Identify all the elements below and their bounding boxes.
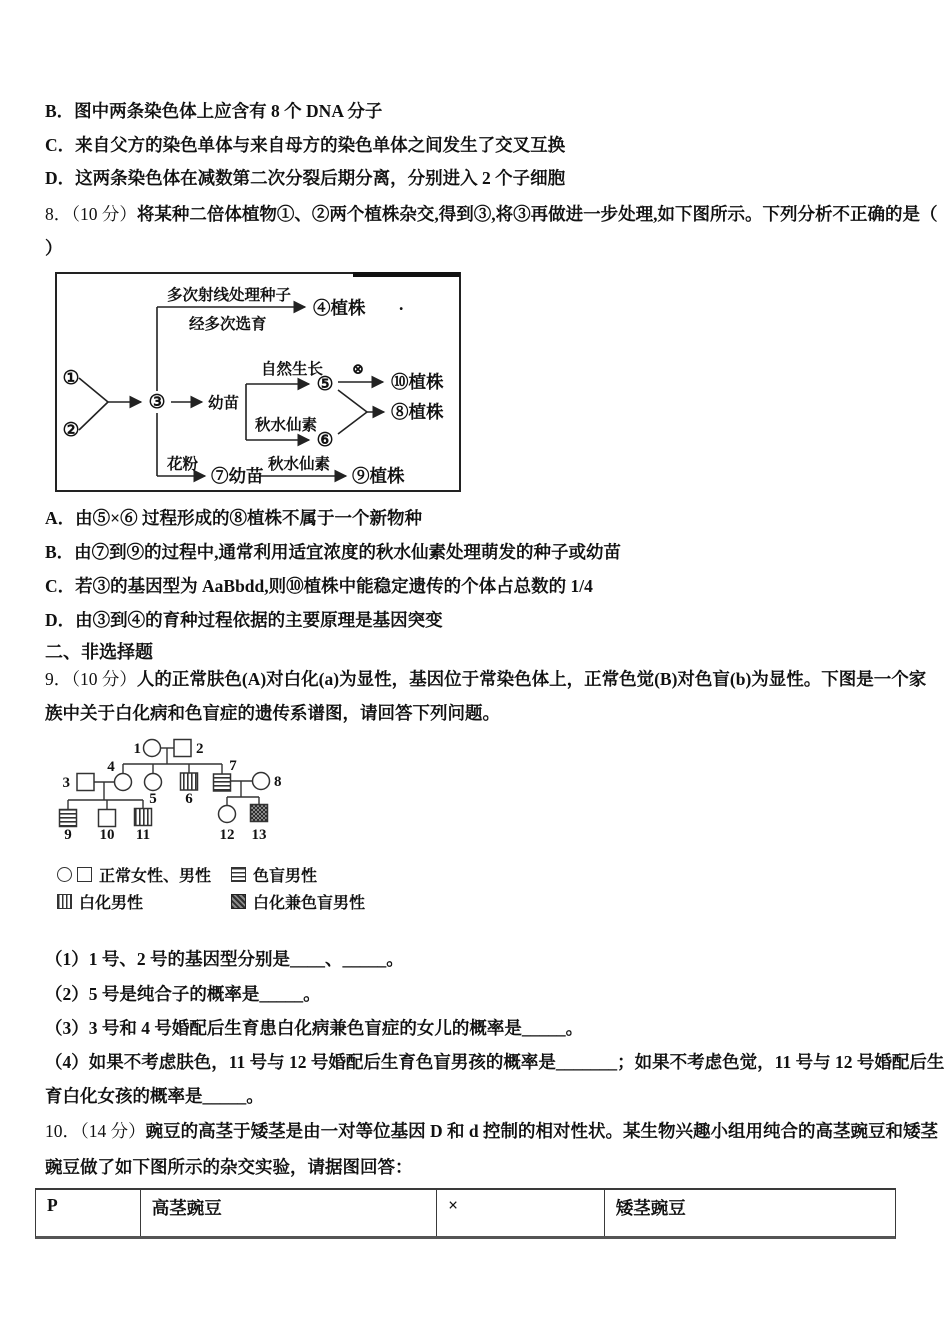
diagram-natural-growth: 自然生长 — [261, 361, 324, 378]
legend-albino-colorblind-label: 白化兼色盲男性 — [253, 895, 366, 912]
q8-stem-continuation: ） — [45, 238, 63, 258]
table-cell-dwarf-pea: 矮茎豌豆 — [615, 1198, 686, 1218]
diagram-frame-thick-segment — [353, 272, 460, 277]
pedigree-label-10: 10 — [99, 827, 115, 843]
colorblind-male-symbol — [231, 867, 246, 882]
pedigree-label-4: 4 — [107, 759, 115, 775]
pedigree-label-2: 2 — [196, 741, 204, 757]
normal-female-symbol — [57, 867, 72, 882]
q7-option-d: D．这两条染色体在减数第二次分裂后期分离，分别进入 2 个子细胞 — [45, 168, 566, 188]
diagram-node5: ⑤ — [316, 374, 334, 395]
legend-row-1 — [57, 861, 417, 888]
q9-stem-line2: 族中关于白化病和色盲症的遗传系谱图，请回答下列问题。 — [45, 703, 500, 723]
pedigree-individual-1-normal-female — [144, 740, 161, 757]
pedigree-label-5: 5 — [149, 791, 157, 807]
q9-stem-text: 人的正常肤色(A)对白化(a)为显性，基因位于常染色体上，正常色觉(B)对色盲(b)为显性。下图是一个家 — [136, 669, 927, 689]
diagram-seedling: 幼苗 — [208, 395, 240, 412]
diagram-ray-treatment-line1: 多次射线处理种子 — [167, 287, 292, 304]
diagram-ray-treatment-line2: 经多次选育 — [189, 316, 267, 333]
legend-normal-label: 正常女性、男性 — [99, 868, 212, 885]
legend-item-albino-colorblind-male — [231, 890, 365, 913]
albino-male-symbol — [57, 894, 72, 909]
q8-option-d: D．由③到④的育种过程依据的主要原理是基因突变 — [45, 610, 443, 630]
diagram-parent1: ① — [62, 368, 80, 389]
normal-male-symbol — [77, 867, 92, 882]
diagram-hybrid3: ③ — [148, 392, 166, 413]
diagram-stray-dot: . — [399, 294, 404, 314]
pedigree-individual-10-normal-male — [99, 810, 116, 827]
diagram-plant8: ⑧植株 — [391, 402, 444, 422]
legend-colorblind-label: 色盲男性 — [253, 868, 318, 885]
q8-breeding-diagram — [55, 272, 461, 493]
table-cell-tall-pea: 高茎豌豆 — [141, 1190, 437, 1236]
pedigree-individual-9-colorblind-male — [60, 810, 77, 827]
diagram-node6: ⑥ — [316, 430, 334, 451]
legend-item-albino-male — [57, 890, 231, 913]
pedigree-label-1: 1 — [133, 741, 141, 757]
q8-stem-text: 将某种二倍体植物①、②两个植株杂交,得到③,将③再做进一步处理,如下图所示。下列分析不正确的是（ — [136, 204, 938, 224]
q9-pedigree-legend — [57, 861, 417, 915]
q10-cross-table — [35, 1188, 896, 1239]
diagram-seedling7: ⑦幼苗 — [211, 466, 264, 486]
q9-sub1: （1）1 号、2 号的基因型分别是____、_____。 — [45, 949, 404, 969]
q8-number: 8．（10 分） — [45, 204, 137, 224]
q10-stem-line1 — [45, 1120, 938, 1142]
pedigree-label-8: 8 — [274, 774, 282, 790]
q8-option-a: A．由⑤×⑥ 过程形成的⑧植株不属于一个新物种 — [45, 508, 422, 528]
q9-pedigree-chart — [55, 733, 305, 848]
diagram-colchicine-lower: 秋水仙素 — [268, 456, 331, 473]
legend-albino-label: 白化男性 — [79, 895, 144, 912]
pedigree-individual-13-albino-colorblind-male — [251, 805, 268, 822]
pedigree-individual-4-normal-female — [115, 774, 132, 791]
diagram-parent2: ② — [62, 420, 80, 441]
pedigree-individual-11-albino-male — [135, 809, 152, 826]
q9-stem-line1 — [45, 668, 926, 690]
table-cell-cross-symbol: × — [437, 1190, 605, 1236]
diagram-pollen: 花粉 — [167, 456, 199, 473]
q9-number: 9．（10 分） — [45, 669, 137, 689]
diagram-plant4: ④植株 — [313, 298, 366, 318]
q10-stem-line2: 豌豆做了如下图所示的杂交实验，请据图回答： — [45, 1157, 413, 1177]
pedigree-label-7: 7 — [229, 758, 237, 774]
pedigree-individual-6-albino-male — [181, 773, 198, 790]
diagram-self-cross-symbol: ⊗ — [351, 361, 365, 378]
q9-sub4-line1: （4）如果不考虑肤色，11 号与 12 号婚配后生育色盲男孩的概率是_______；如果不考虑色觉，11 号与 12 号婚配后生 — [45, 1052, 945, 1072]
pedigree-individual-8-normal-female — [253, 773, 270, 790]
legend-row-2 — [57, 888, 417, 915]
albino-colorblind-male-symbol — [231, 894, 246, 909]
q7-option-b: B．图中两条染色体上应含有 8 个 DNA 分子 — [45, 101, 383, 121]
diagram-plant10: ⑩植株 — [391, 372, 444, 392]
pedigree-individual-7-colorblind-male — [214, 774, 231, 791]
q7-option-c: C．来自父方的染色单体与来自母方的染色单体之间发生了交叉互换 — [45, 135, 566, 155]
q8-option-b: B．由⑦到⑨的过程中,通常利用适宜浓度的秋水仙素处理萌发的种子或幼苗 — [45, 542, 622, 562]
pedigree-individual-2-normal-male — [174, 740, 191, 757]
pedigree-label-6: 6 — [185, 791, 193, 807]
q10-number: 10．（14 分） — [45, 1121, 146, 1141]
pedigree-label-9: 9 — [64, 827, 72, 843]
q9-sub3: （3）3 号和 4 号婚配后生育患白化病兼色盲症的女儿的概率是_____。 — [45, 1018, 584, 1038]
pedigree-label-13: 13 — [251, 827, 267, 843]
legend-item-colorblind-male — [231, 863, 317, 886]
q9-sub4-line2: 育白化女孩的概率是_____。 — [45, 1086, 264, 1106]
q8-stem-line — [45, 203, 938, 225]
diagram-plant9: ⑨植株 — [352, 466, 405, 486]
pedigree-individual-5-normal-female — [145, 774, 162, 791]
pedigree-label-12: 12 — [219, 827, 235, 843]
section2-heading: 二、非选择题 — [45, 642, 153, 662]
q9-sub2: （2）5 号是纯合子的概率是_____。 — [45, 984, 321, 1004]
q8-option-c: C．若③的基因型为 AaBbdd,则⑩植株中能稳定遗传的个体占总数的 1/4 — [45, 576, 593, 596]
pedigree-individual-12-normal-female — [219, 806, 236, 823]
pedigree-label-3: 3 — [62, 775, 70, 791]
q10-stem-text: 豌豆的高茎于矮茎是由一对等位基因 D 和 d 控制的相对性状。某生物兴趣小组用纯合的高茎豌豆和矮茎 — [145, 1121, 938, 1141]
table-cell-p-generation: P — [36, 1190, 141, 1236]
pedigree-individuals — [60, 740, 270, 827]
pedigree-label-11: 11 — [135, 827, 151, 843]
legend-item-normal — [57, 863, 231, 886]
pedigree-individual-3-normal-male — [77, 774, 94, 791]
diagram-colchicine-upper: 秋水仙素 — [255, 417, 318, 434]
